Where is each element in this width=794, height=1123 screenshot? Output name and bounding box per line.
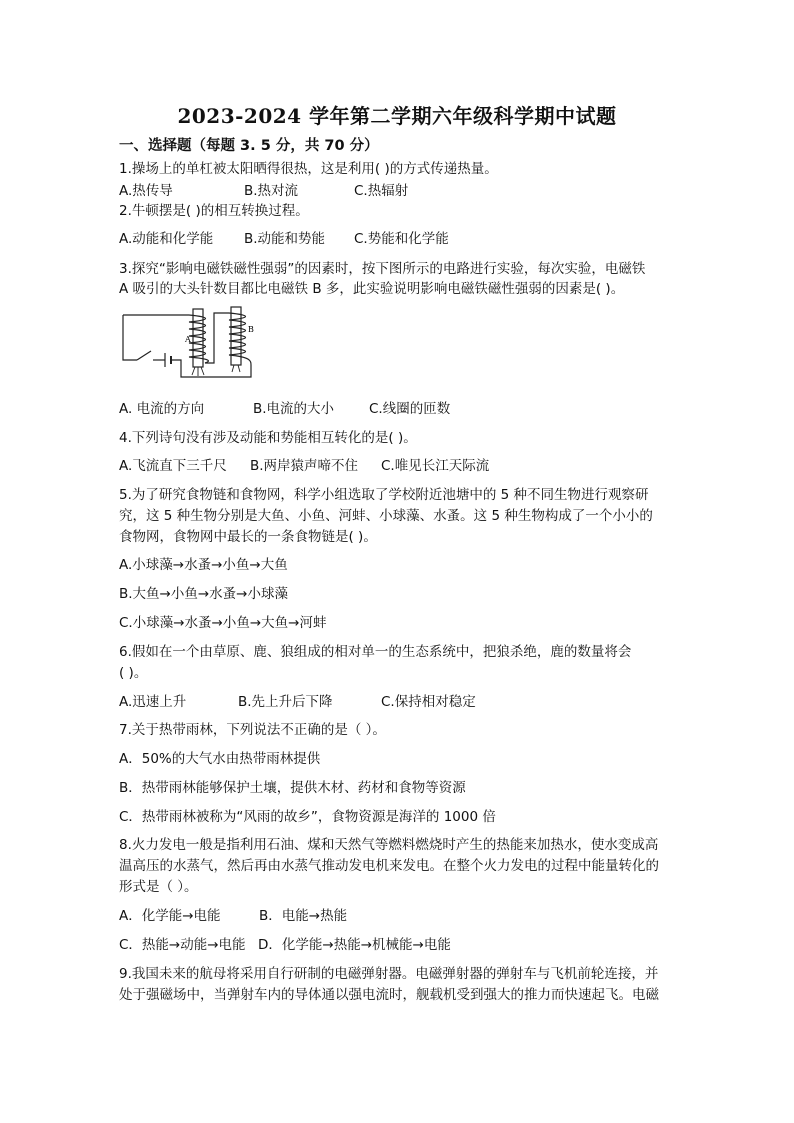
option-b: B.热对流 <box>244 183 299 199</box>
option-b: B.电流的大小 <box>253 401 335 417</box>
question-5-option-c: C.小球藻→水蚤→小鱼→大鱼→河蚌 <box>119 615 327 631</box>
option-b: B.先上升后下降 <box>238 694 333 710</box>
question-3-stem-line1: 3.探究“影响电磁铁磁性强弱”的因素时，按下图所示的电路进行实验，每次实验，电磁铁 <box>119 261 646 277</box>
option-b: B.两岸猿声啼不住 <box>250 458 359 474</box>
question-8-stem-line2: 温高压的水蒸气，然后再由水蒸气推动发电机来发电。在整个火力发电的过程中能量转化的 <box>119 858 659 874</box>
option-d: D．化学能→热能→机械能→电能 <box>258 937 451 953</box>
section-heading: 一、选择题（每题 3. 5 分，共 70 分） <box>119 138 379 154</box>
question-7-option-c: C．热带雨林被称为“风雨的故乡”，食物资源是海洋的 1000 倍 <box>119 809 496 825</box>
option-c: C.线圈的匝数 <box>369 401 451 417</box>
electromagnet-circuit-diagram <box>119 305 269 385</box>
question-5-stem-line2: 究，这 5 种生物分别是大鱼、小鱼、河蚌、小球藻、水蚤。这 5 种生物构成了一个小小的 <box>119 508 653 524</box>
question-1-stem: 1.操场上的单杠被太阳晒得很热，这是利用( )的方式传递热量。 <box>119 161 498 177</box>
magnet-a-label: A <box>185 335 191 344</box>
option-c: C.热辐射 <box>354 183 409 199</box>
option-a: A. 电流的方向 <box>119 401 205 417</box>
option-a: A.动能和化学能 <box>119 231 214 247</box>
option-c: C．热能→动能→电能 <box>119 937 246 953</box>
option-a: A.飞流直下三千尺 <box>119 458 227 474</box>
question-8-stem-line1: 8.火力发电一般是指利用石油、煤和天然气等燃料燃烧时产生的热能来加热水，使水变成高 <box>119 837 659 853</box>
question-9-stem-line2: 处于强磁场中，当弹射车内的导体通以强电流时，舰载机受到强大的推力而快速起飞。电磁 <box>119 987 659 1003</box>
option-c: C.唯见长江天际流 <box>381 458 490 474</box>
option-b: B.动能和势能 <box>244 231 326 247</box>
option-c: C.保持相对稳定 <box>381 694 476 710</box>
question-2-stem: 2.牛顿摆是( )的相互转换过程。 <box>119 203 309 219</box>
option-b: B．电能→热能 <box>259 908 348 924</box>
question-5-option-a: A.小球藻→水蚤→小鱼→大鱼 <box>119 557 288 573</box>
option-a: A．化学能→电能 <box>119 908 221 924</box>
question-5-stem-line1: 5.为了研究食物链和食物网，科学小组选取了学校附近池塘中的 5 种不同生物进行观察研 <box>119 487 649 503</box>
question-5-option-b: B.大鱼→小鱼→水蚤→小球藻 <box>119 586 288 602</box>
question-9-stem-line1: 9.我国未来的航母将采用自行研制的电磁弹射器。电磁弹射器的弹射车与飞机前轮连接，并 <box>119 966 659 982</box>
question-6-stem-line2: ( )。 <box>119 665 148 681</box>
question-4-stem: 4.下列诗句没有涉及动能和势能相互转化的是( )。 <box>119 430 417 446</box>
option-a: A.热传导 <box>119 183 173 199</box>
question-7-option-a: A．50%的大气水由热带雨林提供 <box>119 751 321 767</box>
question-6-stem-line1: 6.假如在一个由草原、鹿、狼组成的相对单一的生态系统中，把狼杀绝，鹿的数量将会 <box>119 644 632 660</box>
exam-title: 2023-2024 学年第二学期六年级科学期中试题 <box>177 104 617 128</box>
question-8-stem-line3: 形式是（ ）。 <box>119 879 198 895</box>
option-c: C.势能和化学能 <box>354 231 449 247</box>
question-3-stem-line2: A 吸引的大头针数目都比电磁铁 B 多，此实验说明影响电磁铁磁性强弱的因素是( )。 <box>119 281 625 297</box>
question-7-option-b: B．热带雨林能够保护土壤，提供木材、药材和食物等资源 <box>119 780 466 796</box>
question-7-stem: 7.关于热带雨林，下列说法不正确的是（ ）。 <box>119 722 386 738</box>
magnet-b-label: B <box>248 325 254 334</box>
option-a: A.迅速上升 <box>119 694 187 710</box>
question-5-stem-line3: 食物网，食物网中最长的一条食物链是( )。 <box>119 529 377 545</box>
